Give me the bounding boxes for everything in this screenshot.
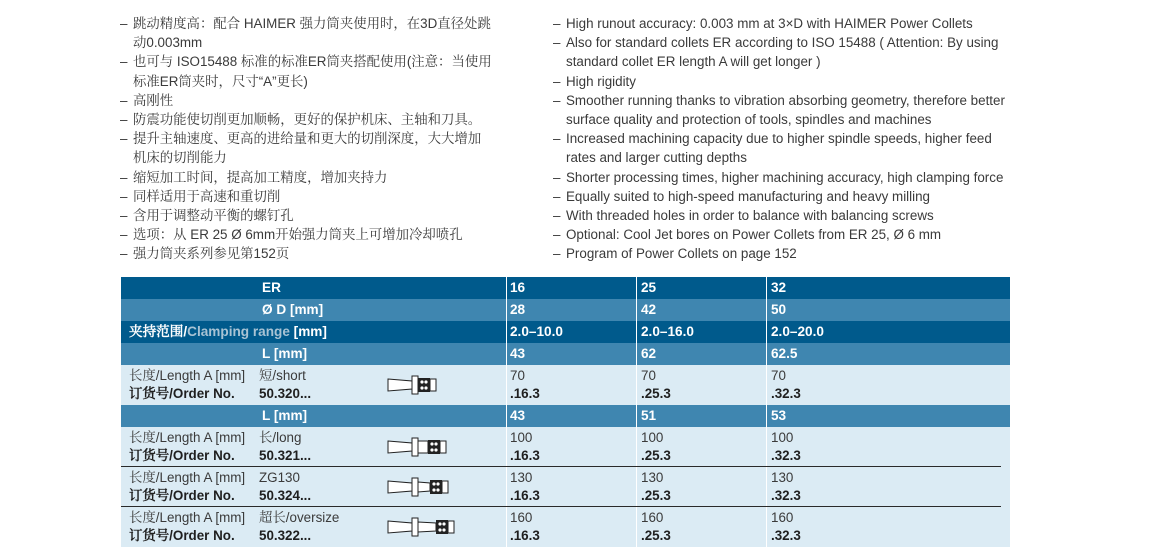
l-short-25: 62 [641,346,657,361]
long-32: 100 .32.3 [771,430,801,463]
oversize-holder-icon [386,515,462,539]
dash-marker: – [553,208,561,224]
zh-bullet [120,187,500,206]
en-bullet [553,14,1013,33]
en-bullet [553,244,1013,263]
dash-marker: – [553,246,561,262]
dash-marker: – [120,16,128,31]
bullet-line: 也可与 ISO15488 标准的标准ER筒夹搭配使用(注意：当使用 [133,54,492,70]
zg-25: 130 .25.3 [641,470,671,503]
d-32: 50 [771,302,787,317]
dash-marker: – [553,16,561,31]
short-holder-icon [386,373,446,397]
bullet-line: Optional: Cool Jet bores on Power Collets from ER 25, Ø 6 mm [566,227,942,243]
bullet-line-continued: 标准ER筒夹时，尺寸“A”更长) [133,73,308,89]
en-bullet [553,91,1013,129]
zh-bullet [120,52,500,90]
l-long-32: 53 [771,408,787,423]
en-bullet [553,225,1013,244]
clamp-32: 2.0–20.0 [771,324,824,339]
row-oversize [121,507,1010,547]
row-length-long [121,405,1010,427]
dash-marker: – [553,35,561,51]
label-er: ER [262,280,281,295]
bullet-line: 跳动精度高：配合 HAIMER 强力筒夹使用时，在3D直径处跳 [133,16,491,31]
short-25: 70 .25.3 [641,368,671,401]
long-holder-icon [386,435,456,459]
dash-marker: – [120,246,128,262]
zh-bullet [120,14,500,52]
dash-marker: – [120,188,128,204]
en-bullet [553,129,1013,167]
long-type: 长/long 50.321... [259,430,312,463]
l-short-16: 43 [510,346,526,361]
row-clamping-range [121,321,1010,343]
row-diameter [121,299,1010,321]
zh-bullet [120,91,500,110]
label-l-long: L [mm] [262,408,308,423]
dash-marker: – [553,227,561,243]
long-16: 100 .16.3 [510,430,540,463]
short-labels: 长度/Length A [mm] 订货号/Order No. [129,368,246,401]
bullet-line: 含用于调整动平衡的螺钉孔 [133,208,294,224]
oversize-25: 160 .25.3 [641,510,671,543]
zg-type: ZG130 50.324... [259,470,312,503]
dash-marker: – [120,54,128,70]
short-16: 70 .16.3 [510,368,540,401]
bullet-line: Smoother running thanks to vibration absorbing geometry, therefore better [566,92,1005,108]
en-bullet [553,187,1013,206]
dash-marker: – [553,169,561,185]
l-long-25: 51 [641,408,657,423]
zg130-holder-icon [386,475,456,499]
zh-bullet [120,225,500,244]
short-32: 70 .32.3 [771,368,801,401]
bullet-line-continued: rates and larger cutting depths [566,150,747,166]
long-labels: 长度/Length A [mm] 订货号/Order No. [129,430,246,463]
er-16: 16 [510,280,526,295]
d-25: 42 [641,302,657,317]
bullet-line-continued: 动0.003mm [133,35,203,51]
bullet-line: High rigidity [566,73,636,89]
row-er [121,277,1010,299]
en-bullet [553,168,1013,187]
en-bullet [553,33,1013,71]
dash-marker: – [120,92,128,108]
label-diameter: Ø D [mm] [262,302,324,317]
zg-32: 130 .32.3 [771,470,801,503]
label-l-short: L [mm] [262,346,308,361]
er-25: 25 [641,280,657,295]
d-16: 28 [510,302,526,317]
dash-marker: – [120,227,128,243]
clamp-25: 2.0–16.0 [641,324,694,339]
zh-bullet [120,110,500,129]
bullet-line: With threaded holes in order to balance with balancing screws [566,208,934,224]
oversize-16: 160 .16.3 [510,510,540,543]
bullet-line: 强力筒夹系列参见第152页 [133,246,290,262]
feature-list-english [553,14,1013,264]
bullet-line: Equally suited to high-speed manufacturing and heavy milling [566,188,930,204]
bullet-line: Increased machining capacity due to higher spindle speeds, higher feed [566,131,992,147]
zg-labels: 长度/Length A [mm] 订货号/Order No. [129,470,246,503]
bullet-line-continued: surface quality and protection of tools, spindles and machines [566,112,932,128]
dash-marker: – [120,112,128,128]
bullet-line: 提升主轴速度、更高的进给量和更大的切削深度，大大增加 [133,131,482,147]
bullet-line: 选项：从 ER 25 Ø 6mm开始强力筒夹上可增加冷却喷孔 [133,227,463,243]
short-type: 短/short 50.320... [259,368,312,401]
zh-bullet [120,168,500,187]
l-short-32: 62.5 [771,346,798,361]
clamp-16: 2.0–10.0 [510,324,563,339]
bullet-line: 缩短加工时间，提高加工精度，增加夹持力 [133,169,388,185]
er-32: 32 [771,280,787,295]
row-zg130 [121,467,1010,507]
dash-marker: – [553,131,561,147]
bullet-line: 同样适用于高速和重切削 [133,188,281,204]
zh-bullet [120,129,500,167]
dash-marker: – [120,169,128,185]
en-bullet [553,72,1013,91]
label-clamping-range: 夹持范围/Clamping range [mm] [129,324,327,339]
l-long-16: 43 [510,408,526,423]
dash-marker: – [553,73,561,89]
zh-bullet [120,244,500,263]
en-bullet [553,206,1013,225]
bullet-line-continued: 机床的切削能力 [133,150,227,166]
feature-list-chinese [120,14,500,264]
bullet-line: Program of Power Collets on page 152 [566,246,797,262]
oversize-labels: 长度/Length A [mm] 订货号/Order No. [129,510,246,543]
bullet-line: Also for standard collets ER according to ISO 15488 ( Attention: By using [566,35,999,51]
bullet-line: 防震功能使切削更加顺畅，更好的保护机床、主轴和刀具。 [133,112,482,128]
spec-table [121,277,1010,547]
row-long [121,427,1010,467]
bullet-line: Shorter processing times, higher machining accuracy, high clamping force [566,169,1004,185]
bullet-line: High runout accuracy: 0.003 mm at 3×D with HAIMER Power Collets [566,16,973,31]
long-25: 100 .25.3 [641,430,671,463]
row-short [121,365,1010,405]
oversize-type: 超长/oversize 50.322... [259,510,340,543]
oversize-32: 160 .32.3 [771,510,801,543]
dash-marker: – [120,131,128,147]
zg-16: 130 .16.3 [510,470,540,503]
bullet-line: 高刚性 [133,92,174,108]
bullet-line-continued: standard collet ER length A will get longer ) [566,54,821,70]
dash-marker: – [553,188,561,204]
dash-marker: – [553,92,561,108]
row-length-short [121,343,1010,365]
zh-bullet [120,206,500,225]
dash-marker: – [120,208,128,224]
